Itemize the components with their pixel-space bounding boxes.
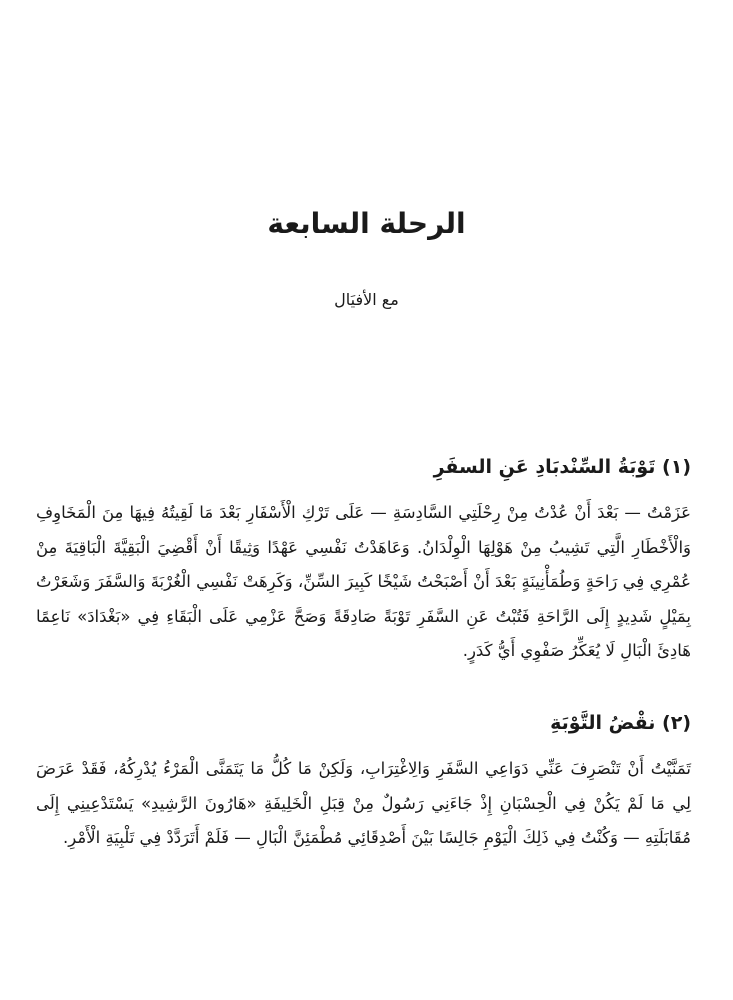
section-1-heading: (١) تَوْبَةُ السِّنْدبَادِ عَنِ السفَرِ: [433, 456, 691, 478]
section-2: [36, 704, 691, 856]
section-2-heading: (٢) نقْضُ التَّوْبَةِ: [550, 712, 691, 734]
section-1-paragraph: عَزَمْتُ — بَعْدَ أَنْ عُدْتُ مِنْ رِحْلَتِي السَّادِسَةِ — عَلَى تَرْكِ الْأَسْفَارِ بَعْدَ مَا لَقِيتُهُ فِيهَا مِنَ الْمَخَاوِفِ وَالْأَخْطَارِ الَّتِي تَشِيبُ مِنْ هَوْلِهَا الْوِلْدَانُ. وَعَاهَدْتُ نَفْسِي عَهْدًا وَثِيقًا أَنْ أَقْضِيَ الْبَقِيَّةَ الْبَاقِيَةَ مِنْ عُمْرِي فِي رَاحَةٍ وَطُمَأْنِينَةٍ بَعْدَ أَنْ أَصْبَحْتُ شَيْخًا كَبِيرَ السِّنِّ، وَكَرِهَتْ نَفْسِي الْغُرْبَةَ وَالسَّفَرَ وَشَعَرْتُ بِمَيْلٍ شَدِيدٍ إِلَى الرَّاحَةِ فَتُبْتُ عَنِ السَّفَرِ تَوْبَةً صَادِقَةً وَصَحَّ عَزْمِي عَلَى الْبَقَاءِ فِي «بَغْدَادَ» نَاعِمًا هَادِئَ الْبَالِ لَا يُعَكِّرُ صَفْوِي أَيُّ كَدَرٍ.: [36, 503, 691, 660]
chapter-title: الرحلة السابعة: [267, 207, 466, 240]
section-1: [36, 448, 691, 669]
section-2-paragraph: تَمَنَّيْتُ أَنْ تَنْصَرِفَ عَنِّي دَوَاعِي السَّفَرِ وَالِاغْتِرَابِ، وَلَكِنْ مَا كُلُّ مَا يَتَمَنَّى الْمَرْءُ يُدْرِكُهُ، فَقَدْ عَرَضَ لِي مَا لَمْ يَكُنْ فِي الْحِسْبَانِ إِذْ جَاءَنِي رَسُولٌ مِنْ قِبَلِ الْخَلِيفَةِ «هَارُونَ الرَّشِيدِ» يَسْتَدْعِينِي إِلَى مُقَابَلَتِهِ — وَكُنْتُ فِي ذَلِكَ الْيَوْمِ جَالِسًا بَيْنَ أَصْدِقَائِي مُطْمَئِنَّ الْبَالِ — فَلَمْ أَتَرَدَّدْ فِي تَلْبِيَةِ الْأَمْرِ.: [36, 759, 691, 847]
chapter-subtitle: مع الأفيَال: [334, 290, 399, 309]
